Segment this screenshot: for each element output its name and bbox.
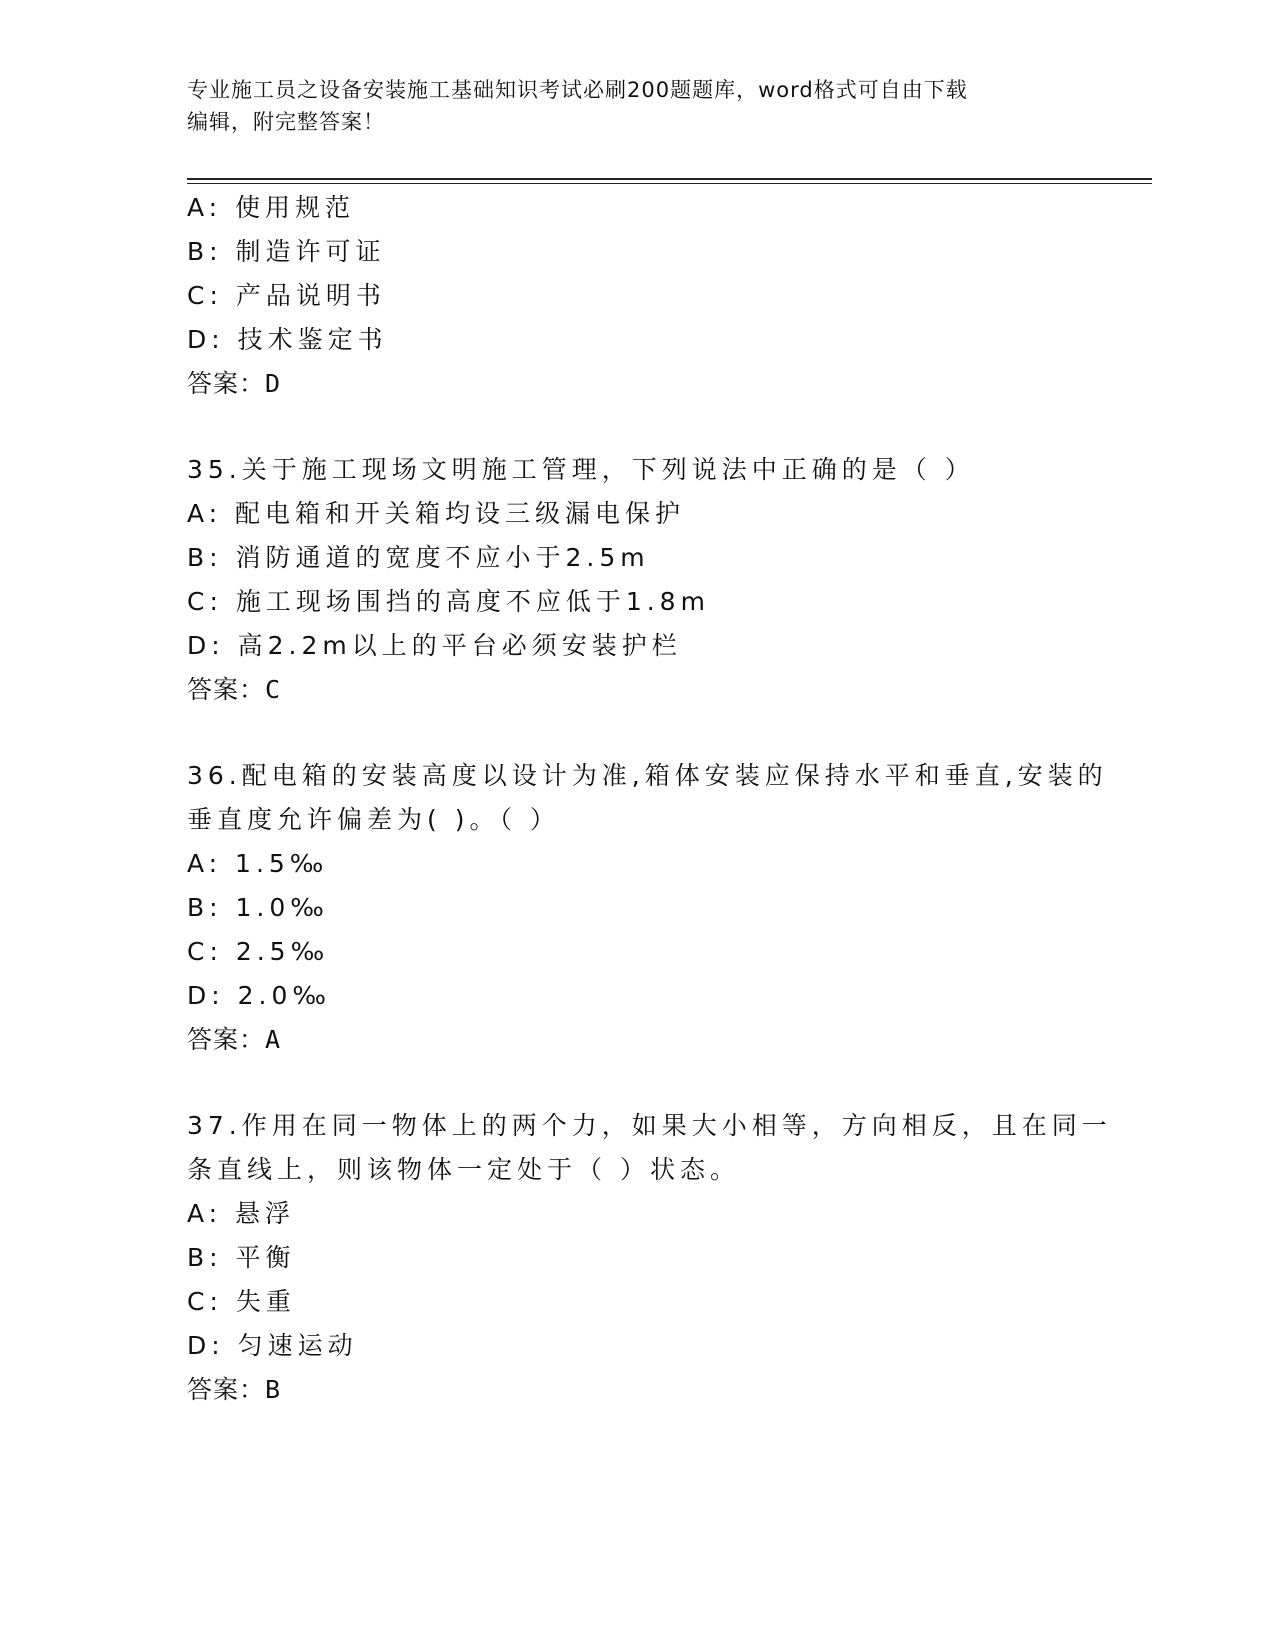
q35-option-b: B: 消防通道的宽度不应小于2.5m — [187, 543, 650, 572]
q36-answer — [187, 1023, 281, 1057]
q35-option-a: A: 配电箱和开关箱均设三级漏电保护 — [187, 499, 686, 528]
q36-option-d: D: 2.0‰ — [187, 981, 331, 1010]
q34-option-a: A: 使用规范 — [187, 193, 356, 222]
q34-option-b: B: 制造许可证 — [187, 237, 386, 266]
answer-label: 答案： — [187, 675, 266, 704]
q37-question-line-2: 条直线上，则该物体一定处于（ ）状态。 — [187, 1155, 740, 1184]
q37-answer — [187, 1373, 281, 1407]
answer-label: 答案： — [187, 1375, 266, 1404]
header-divider-thick — [187, 178, 1152, 180]
answer-value: A — [265, 1025, 282, 1054]
header-line-1: 专业施工员之设备安装施工基础知识考试必刷200题题库，word格式可自由下载 — [187, 78, 968, 102]
document-header — [187, 74, 1087, 138]
q34-answer — [187, 367, 281, 401]
answer-label: 答案： — [187, 369, 266, 398]
q35-option-d: D: 高2.2m以上的平台必须安装护栏 — [187, 631, 682, 660]
q34-option-c: C: 产品说明书 — [187, 281, 386, 310]
q34-option-d: D: 技术鉴定书 — [187, 325, 388, 354]
header-divider-thin — [187, 183, 1152, 184]
answer-label: 答案： — [187, 1025, 266, 1054]
q37-option-a: A: 悬浮 — [187, 1199, 296, 1228]
q36-option-b: B: 1.0‰ — [187, 893, 329, 922]
answer-value: C — [265, 675, 282, 704]
answer-value: B — [265, 1375, 282, 1404]
q37-option-d: D: 匀速运动 — [187, 1331, 358, 1360]
q37-question-line-1: 37.作用在同一物体上的两个力，如果大小相等，方向相反，且在同一 — [187, 1111, 1112, 1140]
header-line-2: 编辑，附完整答案！ — [187, 110, 385, 134]
q35-question: 35.关于施工现场文明施工管理，下列说法中正确的是（ ） — [187, 455, 975, 484]
answer-value: D — [265, 369, 282, 398]
q37-option-c: C: 失重 — [187, 1287, 296, 1316]
q37-option-b: B: 平衡 — [187, 1243, 296, 1272]
q36-option-c: C: 2.5‰ — [187, 937, 330, 966]
q35-answer — [187, 673, 281, 707]
q36-question-line-1: 36.配电箱的安装高度以设计为准,箱体安装应保持水平和垂直,安装的 — [187, 761, 1108, 790]
q35-option-c: C: 施工现场围挡的高度不应低于1.8m — [187, 587, 710, 616]
q36-option-a: A: 1.5‰ — [187, 849, 329, 878]
q36-question-line-2: 垂直度允许偏差为( )。（ ） — [187, 805, 560, 834]
